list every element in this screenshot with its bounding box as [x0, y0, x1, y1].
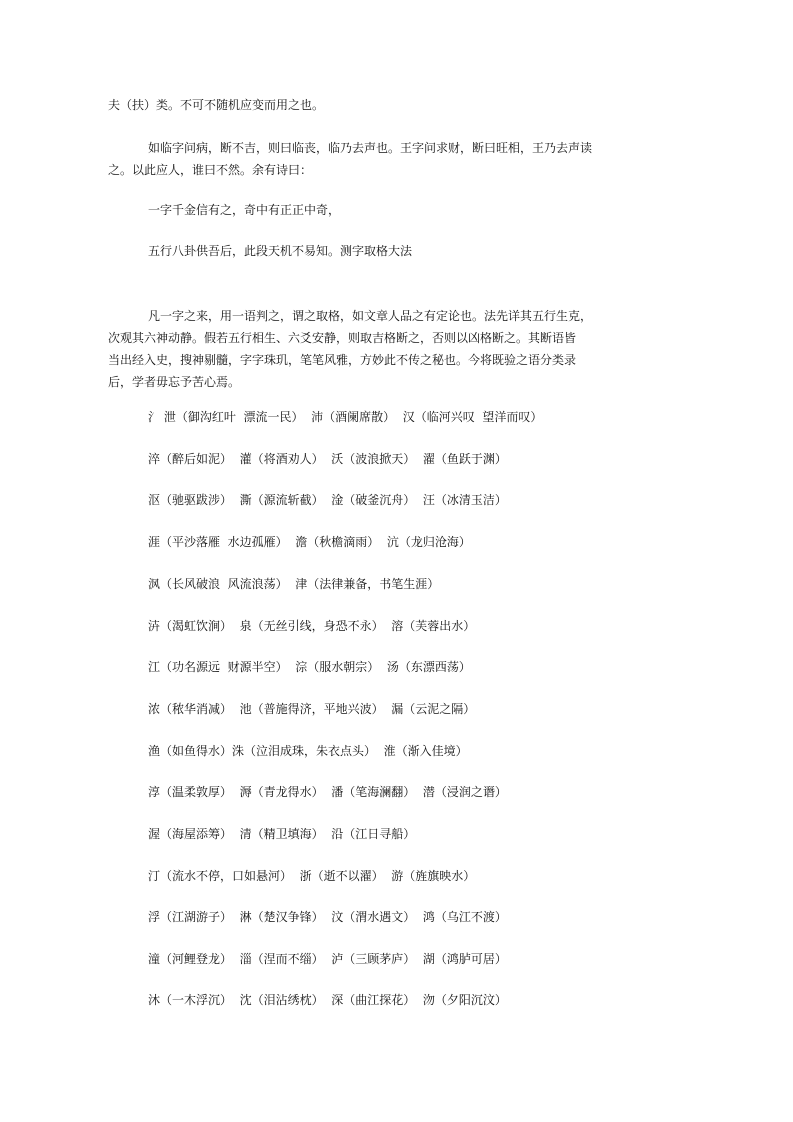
entry-row: 浓（秾华消减） 池（普施得济，平地兴波） 漏（云泥之隔） [148, 702, 476, 716]
paragraph-line: 凡一字之来，用一语判之，谓之取格，如文章人品之有定论也。法先详其五行生克， [148, 309, 593, 323]
entry-row: 氵 泄（御沟红叶 漂流一民） 沛（酒阑席散） 汉（临河兴叹 望洋而叹） [148, 410, 543, 424]
paragraph-line: 当出经入史，搜神剔髓，字字珠玑，笔笔风雅，方妙此不传之秘也。今将既验之语分类录 [108, 353, 577, 367]
poem-line: 五行八卦供吾后，此段天机不易知。测字取格大法 [148, 244, 413, 258]
entry-row: 淬（醉后如泥） 灌（将酒劝人） 沃（波浪掀天） 濯（鱼跃于渊） [148, 452, 507, 466]
entry-row: 浮（江湖游子） 淋（楚汉争锋） 汶（渭水遇文） 鸿（乌江不渡） [148, 910, 507, 924]
entry-row: 沨（长风破浪 风流浪荡） 津（法律兼备，书笔生涯） [148, 577, 440, 591]
entry-row: 淳（温柔敦厚） 溽（青龙得水） 潘（笔海澜翻） 潜（浸润之谮） [148, 785, 507, 799]
paragraph-line: 之。以此应人，谁曰不然。余有诗曰： [108, 163, 313, 177]
entry-row: 沐（一木浮沉） 沈（泪沾绣枕） 深（曲江探花） 沕（夕阳沉汶） [148, 993, 507, 1007]
entry-row: 江（功名源远 财源半空） 淙（服水朝宗） 汤（东漂西荡） [148, 660, 471, 674]
intro-line: 夫（扶）类。不可不随机应变而用之也。 [108, 98, 325, 112]
poem-line: 一字千金信有之，奇中有正正中奇， [148, 203, 341, 217]
paragraph-line: 次观其六神动静。假若五行相生、六爻安静，则取吉格断之，否则以凶格断之。其断语皆 [108, 331, 577, 345]
entry-row: 泋（渴虹饮涧） 泉（无丝引线，身恐不永） 溶（芙蓉出水） [148, 619, 476, 633]
paragraph-line: 如临字问病，断不吉，则曰临丧，临乃去声也。王字问求财，断曰旺相，王乃去声读 [148, 141, 593, 155]
entry-row: 潼（河鲤登龙） 淄（涅而不缁） 泸（三顾茅庐） 湖（鸿胪可居） [148, 952, 507, 966]
entry-row: 汀（流水不停，口如悬河） 浙（逝不以濯） 游（旌旗映水） [148, 869, 476, 883]
entry-row: 涯（平沙落雁 水边孤雁） 澹（秋檐滴雨） 沆（龙归沧海） [148, 535, 471, 549]
entry-row: 沤（驰驱跋涉） 澌（源流斩截） 淦（破釜沉舟） 汪（冰清玉洁） [148, 493, 507, 507]
entry-row: 渔（如鱼得水）洙（泣泪成珠，朱衣点头） 淮（渐入佳境） [148, 744, 468, 758]
entry-row: 渥（海屋添筹） 清（精卫填海） 沿（江日寻船） [148, 827, 416, 841]
paragraph-line: 后，学者毋忘予苦心焉。 [108, 375, 241, 389]
